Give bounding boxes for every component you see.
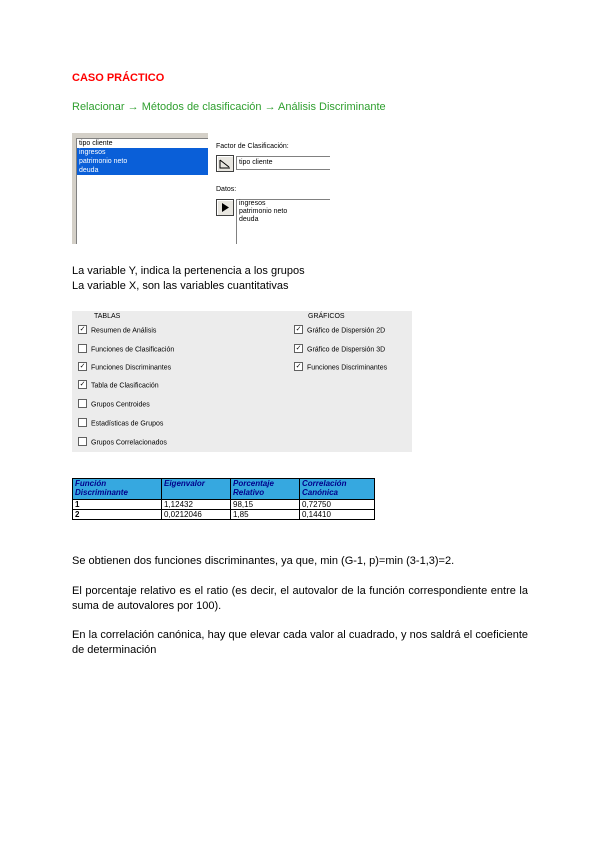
table-header-cell: Función Discriminante: [73, 479, 162, 500]
factor-assign-button[interactable]: [216, 155, 234, 172]
table-cell: 0,14410: [300, 510, 375, 520]
paragraph-functions: Se obtienen dos funciones discriminantes, ya que, min (G-1, p)=min (3-1,3)=2.: [72, 555, 455, 567]
dialog-right-panel: [208, 133, 330, 244]
play-arrow-icon: [217, 200, 233, 215]
table-row: [73, 510, 375, 520]
option-graphics-1[interactable]: [294, 345, 385, 355]
paragraph-relative-percentage: El porcentaje relativo es el ratio (es decir, el autovalor de la función correspondiente entre la suma de autovalores por 100).: [72, 585, 528, 612]
data-value: ingresos: [239, 200, 266, 207]
option-tables-0[interactable]: [78, 326, 156, 336]
table-cell: 98,15: [231, 500, 300, 510]
option-label: Funciones Discriminantes: [307, 364, 388, 372]
graphics-header: GRÁFICOS: [308, 313, 345, 320]
breadcrumb: Relacionar → Métodos de clasificación → Análisis Discriminante: [72, 101, 386, 113]
variable-item[interactable]: tipo cliente: [79, 140, 113, 147]
variable-item[interactable]: ingresos: [77, 148, 209, 157]
variable-item[interactable]: deuda: [77, 166, 209, 175]
text-line-x: La variable X, son las variables cuantitativas: [72, 280, 289, 292]
checkbox[interactable]: ✓: [295, 345, 302, 352]
table-cell: 0,72750: [300, 500, 375, 510]
table-row: [73, 500, 375, 510]
data-label: Datos:: [216, 186, 237, 193]
option-graphics-2[interactable]: [294, 363, 387, 373]
option-tables-2[interactable]: [78, 363, 171, 373]
table-header-cell: Porcentaje Relativo: [231, 479, 300, 500]
table-header-cell: Eigenvalor: [162, 479, 231, 500]
option-graphics-0[interactable]: [294, 326, 385, 336]
option-tables-3[interactable]: [78, 381, 159, 391]
option-tables-5[interactable]: [78, 419, 163, 429]
table-cell: 1: [73, 500, 162, 510]
checkbox[interactable]: ✓: [79, 363, 86, 370]
option-tables-1[interactable]: [78, 345, 174, 355]
tables-header: TABLAS: [94, 313, 121, 320]
option-label: Funciones de Clasificación: [91, 346, 175, 354]
option-label: Funciones Discriminantes: [91, 364, 172, 372]
table-cell: 2: [73, 510, 162, 520]
option-label: Resumen de Análisis: [91, 327, 157, 335]
option-label: Gráfico de Dispersión 2D: [307, 327, 386, 335]
data-field[interactable]: [236, 199, 330, 244]
table-cell: 1,85: [231, 510, 300, 520]
factor-label: Factor de Clasificación:: [216, 143, 289, 150]
factor-field[interactable]: tipo cliente: [236, 156, 330, 170]
checkbox[interactable]: ✓: [295, 363, 302, 370]
option-label: Gráfico de Dispersión 3D: [307, 346, 386, 354]
checkbox[interactable]: [78, 399, 87, 408]
variable-dialog: [72, 133, 330, 244]
table-header-cell: Correlación Canónica: [300, 479, 375, 500]
variable-list[interactable]: [76, 138, 209, 244]
checkbox[interactable]: ✓: [79, 381, 86, 388]
case-title: CASO PRÁCTICO: [72, 72, 165, 84]
option-label: Estadísticas de Grupos: [91, 420, 164, 428]
variable-item[interactable]: patrimonio neto: [77, 157, 209, 166]
table-cell: 0,0212046: [162, 510, 231, 520]
option-tables-6[interactable]: [78, 438, 167, 448]
option-label: Grupos Centroides: [91, 401, 150, 409]
option-label: Grupos Correlacionados: [91, 439, 167, 447]
checkbox[interactable]: [78, 344, 87, 353]
options-dialog: [72, 311, 412, 452]
arrow-down-icon: [217, 156, 233, 171]
table-header-row: [73, 479, 375, 500]
data-value: deuda: [239, 216, 259, 223]
option-label: Tabla de Clasificación: [91, 382, 159, 390]
checkbox[interactable]: [78, 418, 87, 427]
text-line-y: La variable Y, indica la pertenencia a los grupos: [72, 265, 305, 277]
data-value: patrimonio neto: [239, 208, 288, 215]
checkbox[interactable]: ✓: [295, 326, 302, 333]
checkbox[interactable]: ✓: [79, 326, 86, 333]
table-cell: 1,12432: [162, 500, 231, 510]
option-tables-4[interactable]: [78, 400, 150, 410]
paragraph-canonical-correlation: En la correlación canónica, hay que elevar cada valor al cuadrado, y nos saldrá el coeficiente de determinación: [72, 629, 528, 656]
checkbox[interactable]: [78, 437, 87, 446]
results-table: [72, 478, 375, 520]
data-assign-button[interactable]: [216, 199, 234, 216]
